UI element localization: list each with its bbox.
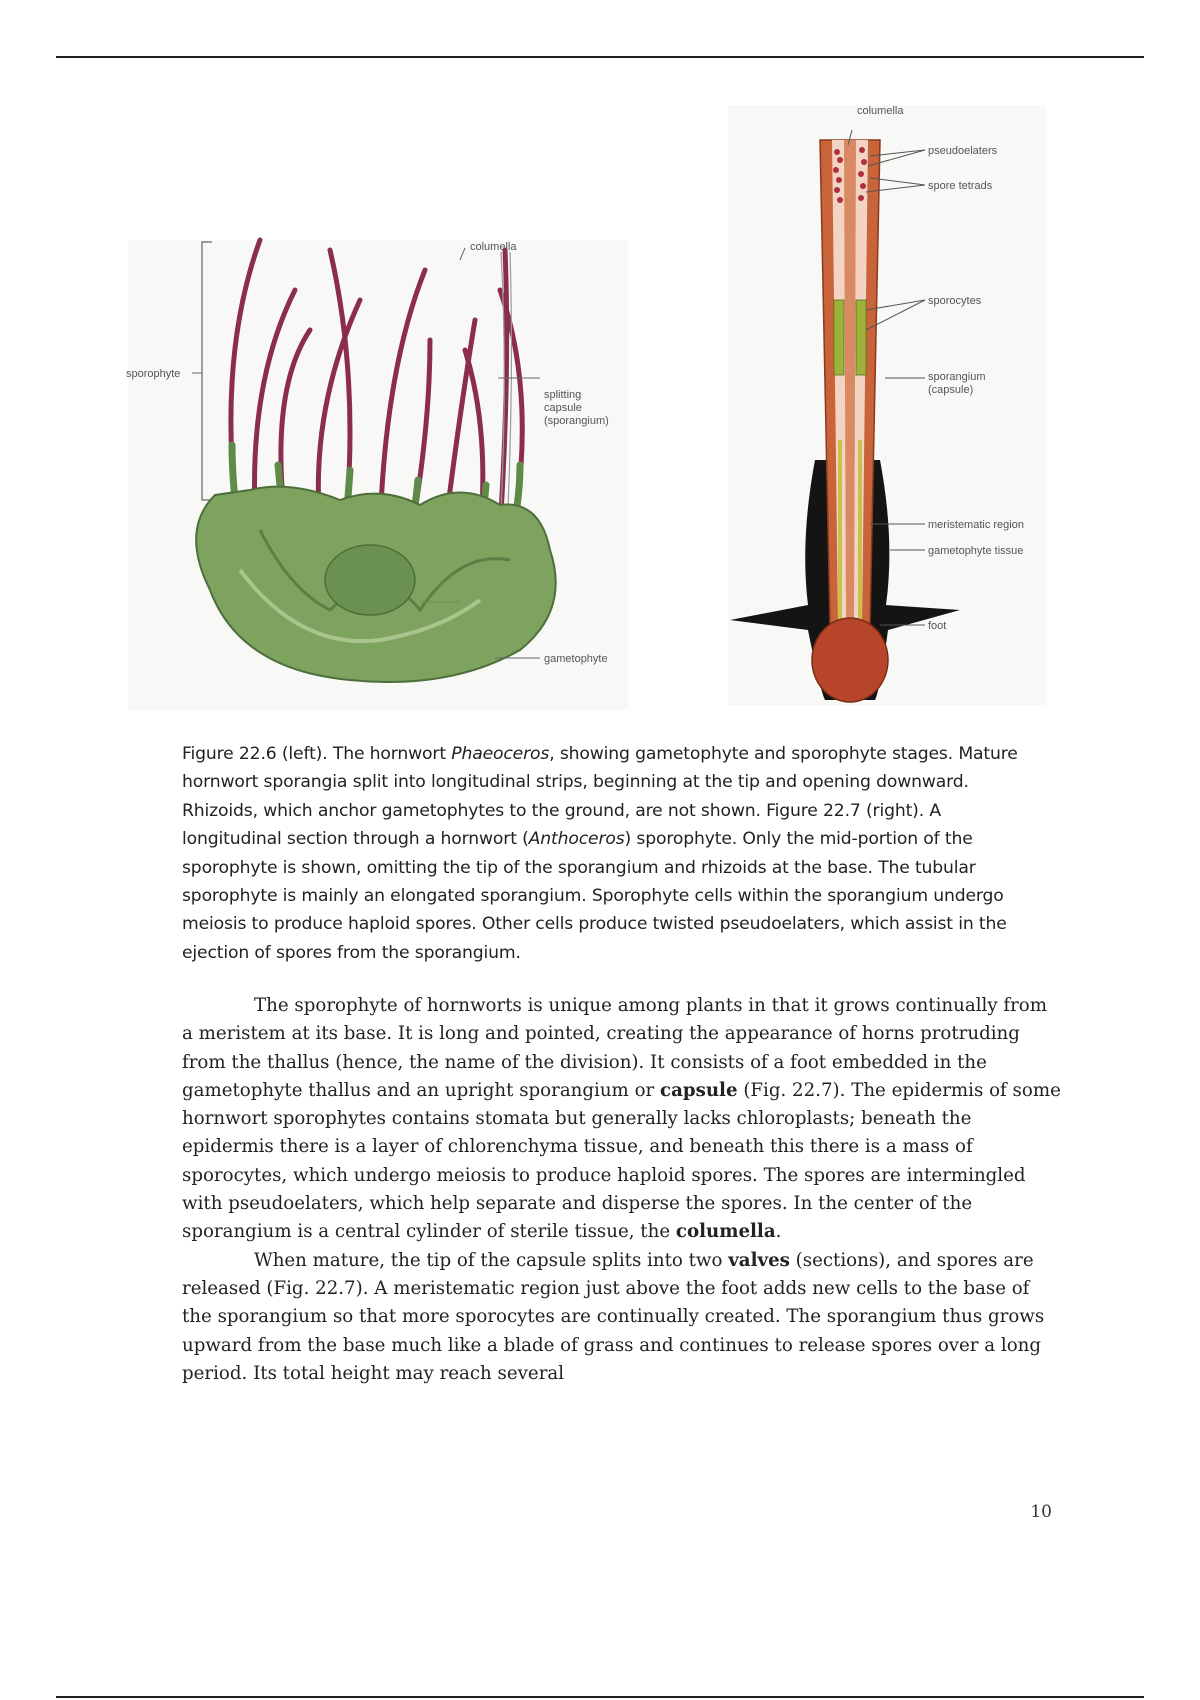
figure-caption bbox=[182, 740, 1042, 967]
caption-genus-anthoceros: Anthoceros bbox=[528, 829, 625, 850]
caption-text-2: , showing gametophyte and sporophyte stages. Mature hornwort sporangia split into longitudinal strips, beginning at the tip and opening downward. Rhizoids, which anchor gametophytes to the ground, are not shown. Figure 22.7 (right). A longitudinal section through a hornwort ( bbox=[182, 744, 1018, 850]
paragraph-1 bbox=[182, 992, 1062, 1247]
body-text bbox=[182, 992, 1062, 1388]
label-sporocytes: sporocytes bbox=[928, 295, 982, 307]
thallus-lobe bbox=[325, 545, 415, 615]
p1-text-c: . bbox=[775, 1221, 782, 1243]
anthoceros-illustration bbox=[720, 100, 1060, 710]
label-capsule-right: (capsule) bbox=[928, 384, 974, 396]
term-valves: valves bbox=[728, 1249, 790, 1271]
label-sporangium: (sporangium) bbox=[544, 415, 609, 427]
term-columella: columella bbox=[675, 1221, 776, 1243]
label-columella-right: columella bbox=[857, 105, 904, 117]
p2-text-a: When mature, the tip of the capsule splits into two bbox=[254, 1249, 729, 1271]
page-number: 10 bbox=[1030, 1502, 1052, 1522]
foot bbox=[812, 618, 888, 702]
label-sporophyte: sporophyte bbox=[126, 368, 181, 380]
paragraph-2 bbox=[182, 1247, 1062, 1388]
figure-phaeoceros bbox=[120, 230, 640, 710]
label-foot: foot bbox=[928, 620, 947, 632]
figure-anthoceros-section bbox=[720, 100, 1060, 710]
label-splitting: splitting bbox=[544, 389, 582, 401]
columella-column bbox=[844, 140, 856, 625]
label-sporangium-right: sporangium bbox=[928, 371, 986, 383]
label-pseudoelaters: pseudoelaters bbox=[928, 145, 998, 157]
phaeoceros-illustration bbox=[120, 230, 640, 710]
label-spore-tetrads: spore tetrads bbox=[928, 180, 993, 192]
p1-text-a: The sporophyte of hornworts is unique among plants in that it grows continually from a meristem at its base. It is long and pointed, creating the appearance of horns protruding from the thallus (hence, the name of the division). It consists of a foot embedded in the gametophyte thallus and an upright sporangium or bbox=[182, 995, 1048, 1101]
label-gametophyte: gametophyte bbox=[544, 653, 608, 665]
label-columella-left: columella bbox=[470, 241, 517, 253]
p2-text-b: (sections), and spores are released (Fig. 22.7). A meristematic region just above the foot adds new cells to the base of the sporangium so that more sporocytes are continually created. The sporangium thus grows upward from the base much like a blade of grass and continues to release spores over a long period. Its total height may reach several bbox=[182, 1249, 1045, 1384]
top-rule bbox=[56, 56, 1144, 58]
label-gametophyte-tissue: gametophyte tissue bbox=[928, 545, 1024, 557]
label-meristematic-region: meristematic region bbox=[928, 519, 1024, 531]
label-capsule: capsule bbox=[544, 402, 582, 414]
caption-text-3: ) sporophyte. Only the mid-portion of the sporophyte is shown, omitting the tip of the sporangium and rhizoids at the base. The tubular sporophyte is mainly an elongated sporangium. Sporophyte cells within the sporangium undergo meiosis to produce haploid spores. Other cells produce twisted pseudoelaters, which assist in the ejection of spores from the sporangium. bbox=[182, 829, 1007, 963]
term-capsule: capsule bbox=[660, 1079, 738, 1101]
bottom-rule bbox=[56, 1696, 1144, 1698]
caption-genus-phaeoceros: Phaeoceros bbox=[451, 744, 550, 764]
p1-text-b: (Fig. 22.7). The epidermis of some hornwort sporophytes contains stomata but generally lacks chloroplasts; beneath the epidermis there is a layer of chlorenchyma tissue, and beneath this there is a mass of sporocytes, which undergo meiosis to produce haploid spores. The spores are intermingled with pseudoelaters, which help separate and disperse the spores. In the center of the sporangium is a central cylinder of sterile tissue, the bbox=[182, 1079, 1061, 1243]
caption-text-1: Figure 22.6 (left). The hornwort bbox=[182, 744, 452, 764]
